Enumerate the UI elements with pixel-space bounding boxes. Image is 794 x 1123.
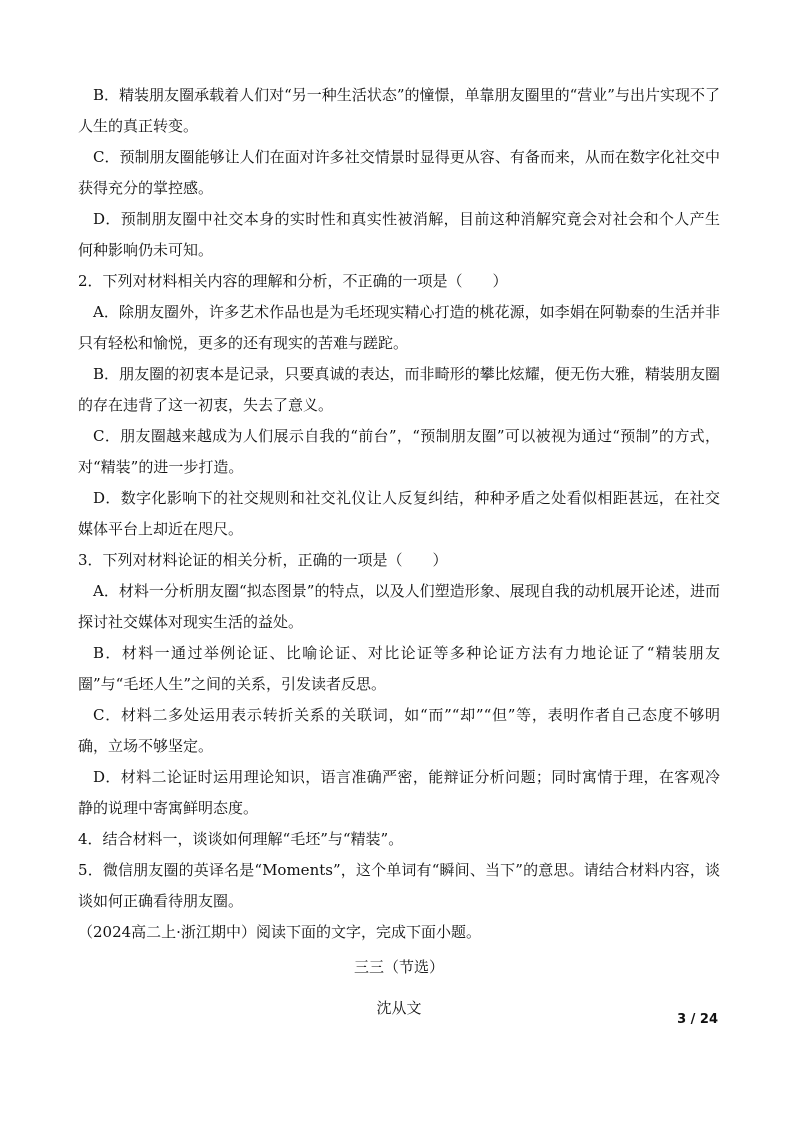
option-1-b: B．精装朋友圈承载着人们对“另一种生活状态”的憧憬，单靠朋友圈里的“营业”与出片实现不了人生的真正转变。	[78, 86, 720, 135]
option-2-c: C．朋友圈越来越成为人们展示自我的“前台”，“预制朋友圈”可以被视为通过“预制”的方式，对“精装”的进一步打造。	[78, 427, 720, 476]
option-3-b: B．材料一通过举例论证、比喻论证、对比论证等多种论证方法有力地论证了“精装朋友圈”与“毛坯人生”之间的关系，引发读者反思。	[78, 644, 720, 693]
passage-author: 沈从文	[376, 999, 422, 1017]
question-5: 5．微信朋友圈的英译名是“Moments”，这个单词有“瞬间、当下”的意思。请结合材料内容，谈谈如何正确看待朋友圈。	[78, 861, 720, 910]
option-2-d: D．数字化影响下的社交规则和社交礼仪让人反复纠结，种种矛盾之处看似相距甚远，在社交媒体平台上却近在咫尺。	[78, 489, 720, 538]
option-2-b: B．朋友圈的初衷本是记录，只要真诚的表达，而非畸形的攀比炫耀，便无伤大雅，精装朋友圈的存在违背了这一初衷，失去了意义。	[78, 365, 720, 414]
question-2: 2．下列对材料相关内容的理解和分析，不正确的一项是（ ）	[78, 272, 508, 290]
option-1-d: D．预制朋友圈中社交本身的实时性和真实性被消解，目前这种消解究竟会对社会和个人产生何种影响仍未可知。	[78, 210, 720, 259]
document-page	[78, 80, 720, 1024]
option-3-d: D．材料二论证时运用理论知识，语言准确严密，能辩证分析问题；同时寓情于理，在客观冷静的说理中寄寓鲜明态度。	[78, 768, 720, 817]
question-4: 4．结合材料一，谈谈如何理解“毛坯”与“精装”。	[78, 830, 404, 848]
passage-title: 三三（节选）	[353, 958, 444, 976]
option-3-c: C．材料二多处运用表示转折关系的关联词，如“而”“却”“但”等，表明作者自己态度不够明确，立场不够坚定。	[78, 706, 720, 755]
page-number: 3 / 24	[677, 1012, 718, 1027]
passage-source: （2024高二上·浙江期中）阅读下面的文字，完成下面小题。	[78, 923, 481, 941]
option-2-a: A．除朋友圈外，许多艺术作品也是为毛坯现实精心打造的桃花源，如李娟在阿勒泰的生活并非只有轻松和愉悦，更多的还有现实的苦难与蹉跎。	[78, 303, 720, 352]
question-3: 3．下列对材料论证的相关分析，正确的一项是（ ）	[78, 551, 448, 569]
option-3-a: A．材料一分析朋友圈“拟态图景”的特点，以及人们塑造形象、展现自我的动机展开论述，进而探讨社交媒体对现实生活的益处。	[78, 582, 720, 631]
option-1-c: C．预制朋友圈能够让人们在面对许多社交情景时显得更从容、有备而来，从而在数字化社交中获得充分的掌控感。	[78, 148, 720, 197]
